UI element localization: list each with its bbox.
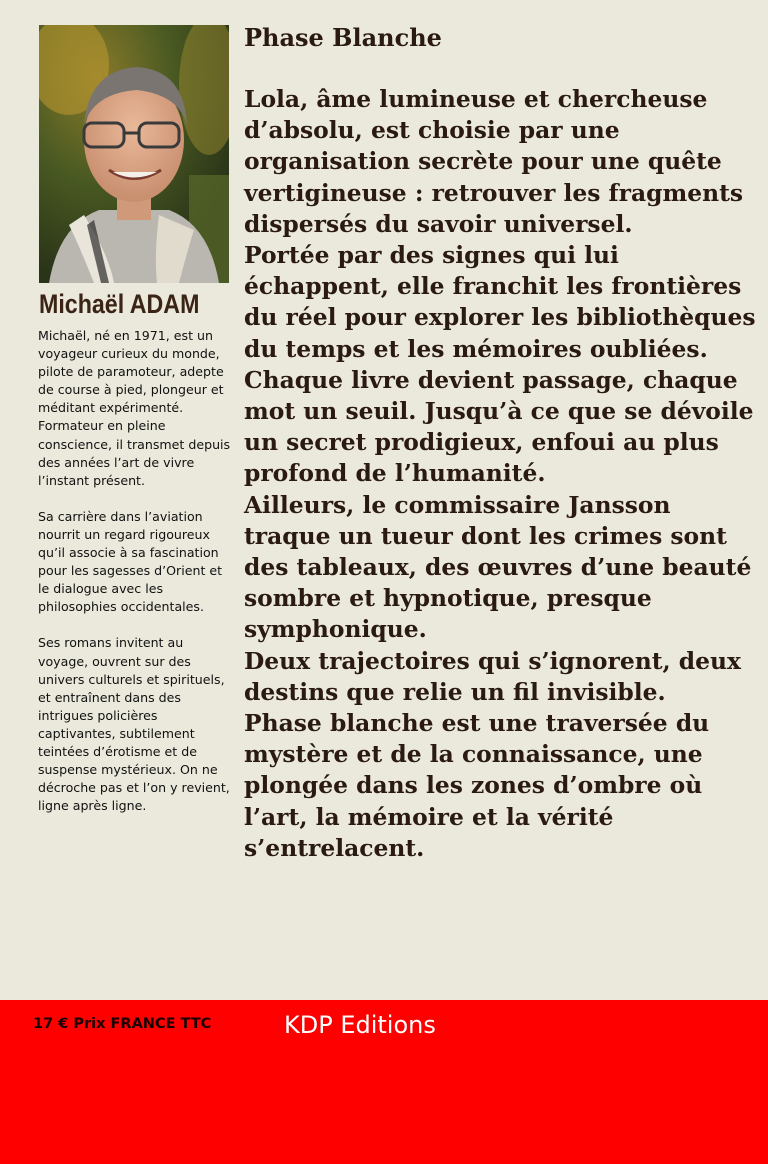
book-title: Phase Blanche xyxy=(244,23,442,52)
synopsis-paragraph: Phase blanche est une traversée du mystère et de la connaissance, une plongée dans les zones d’ombre où l’art, la mémoire et la vérité s’entrelacent. xyxy=(244,709,710,862)
author-bio xyxy=(38,327,232,833)
bio-paragraph: Michaël, né en 1971, est un voyageur curieux du monde, pilote de paramoteur, adepte de course à pied, plongeur et méditant expérimenté. Formateur en pleine conscience, il transmet depuis des années l’art de vivre l’instant présent. xyxy=(38,328,231,488)
synopsis-paragraph: Deux trajectoires qui s’ignorent, deux destins que relie un fil invisible. xyxy=(244,646,741,706)
publisher-name: KDP Editions xyxy=(284,1011,436,1039)
bio-paragraph: Ses romans invitent au voyage, ouvrent sur des univers culturels et spirituels, et entraînent dans des intrigues policières captivantes, subtilement teintées d’érotisme et de suspense mystérieux. On ne décroche pas et l’on y revient, ligne après ligne. xyxy=(38,635,230,814)
price-label: 17 € Prix FRANCE TTC xyxy=(33,1016,212,1032)
bio-paragraph: Sa carrière dans l’aviation nourrit un regard rigoureux qu’il associe à sa fascination pour les sagesses d’Orient et le dialogue avec les philosophies occidentales. xyxy=(38,508,223,615)
book-synopsis xyxy=(244,84,764,864)
author-name: Michaël ADAM xyxy=(39,289,200,319)
synopsis-paragraph: Chaque livre devient passage, chaque mot un seuil. Jusqu’à ce que se dévoile un secret prodigieux, enfoui au plus profond de l’humanité. xyxy=(244,365,754,488)
price-banner xyxy=(0,1000,768,1164)
synopsis-paragraph: Ailleurs, le commissaire Jansson traque un tueur dont les crimes sont des tableaux, des œuvres d’une beauté sombre et hypnotique, presque symphonique. xyxy=(244,490,752,644)
synopsis-paragraph: Lola, âme lumineuse et chercheuse d’absolu, est choisie par une organisation secrète pour une quête vertigineuse : retrouver les fragments dispersés du savoir universel. xyxy=(244,85,744,238)
synopsis-paragraph: Portée par des signes qui lui échappent, elle franchit les frontières du réel pour explorer les bibliothèques du temps et les mémoires oubliées. xyxy=(244,241,756,363)
author-photo xyxy=(39,25,229,283)
author-portrait-icon xyxy=(39,25,229,283)
